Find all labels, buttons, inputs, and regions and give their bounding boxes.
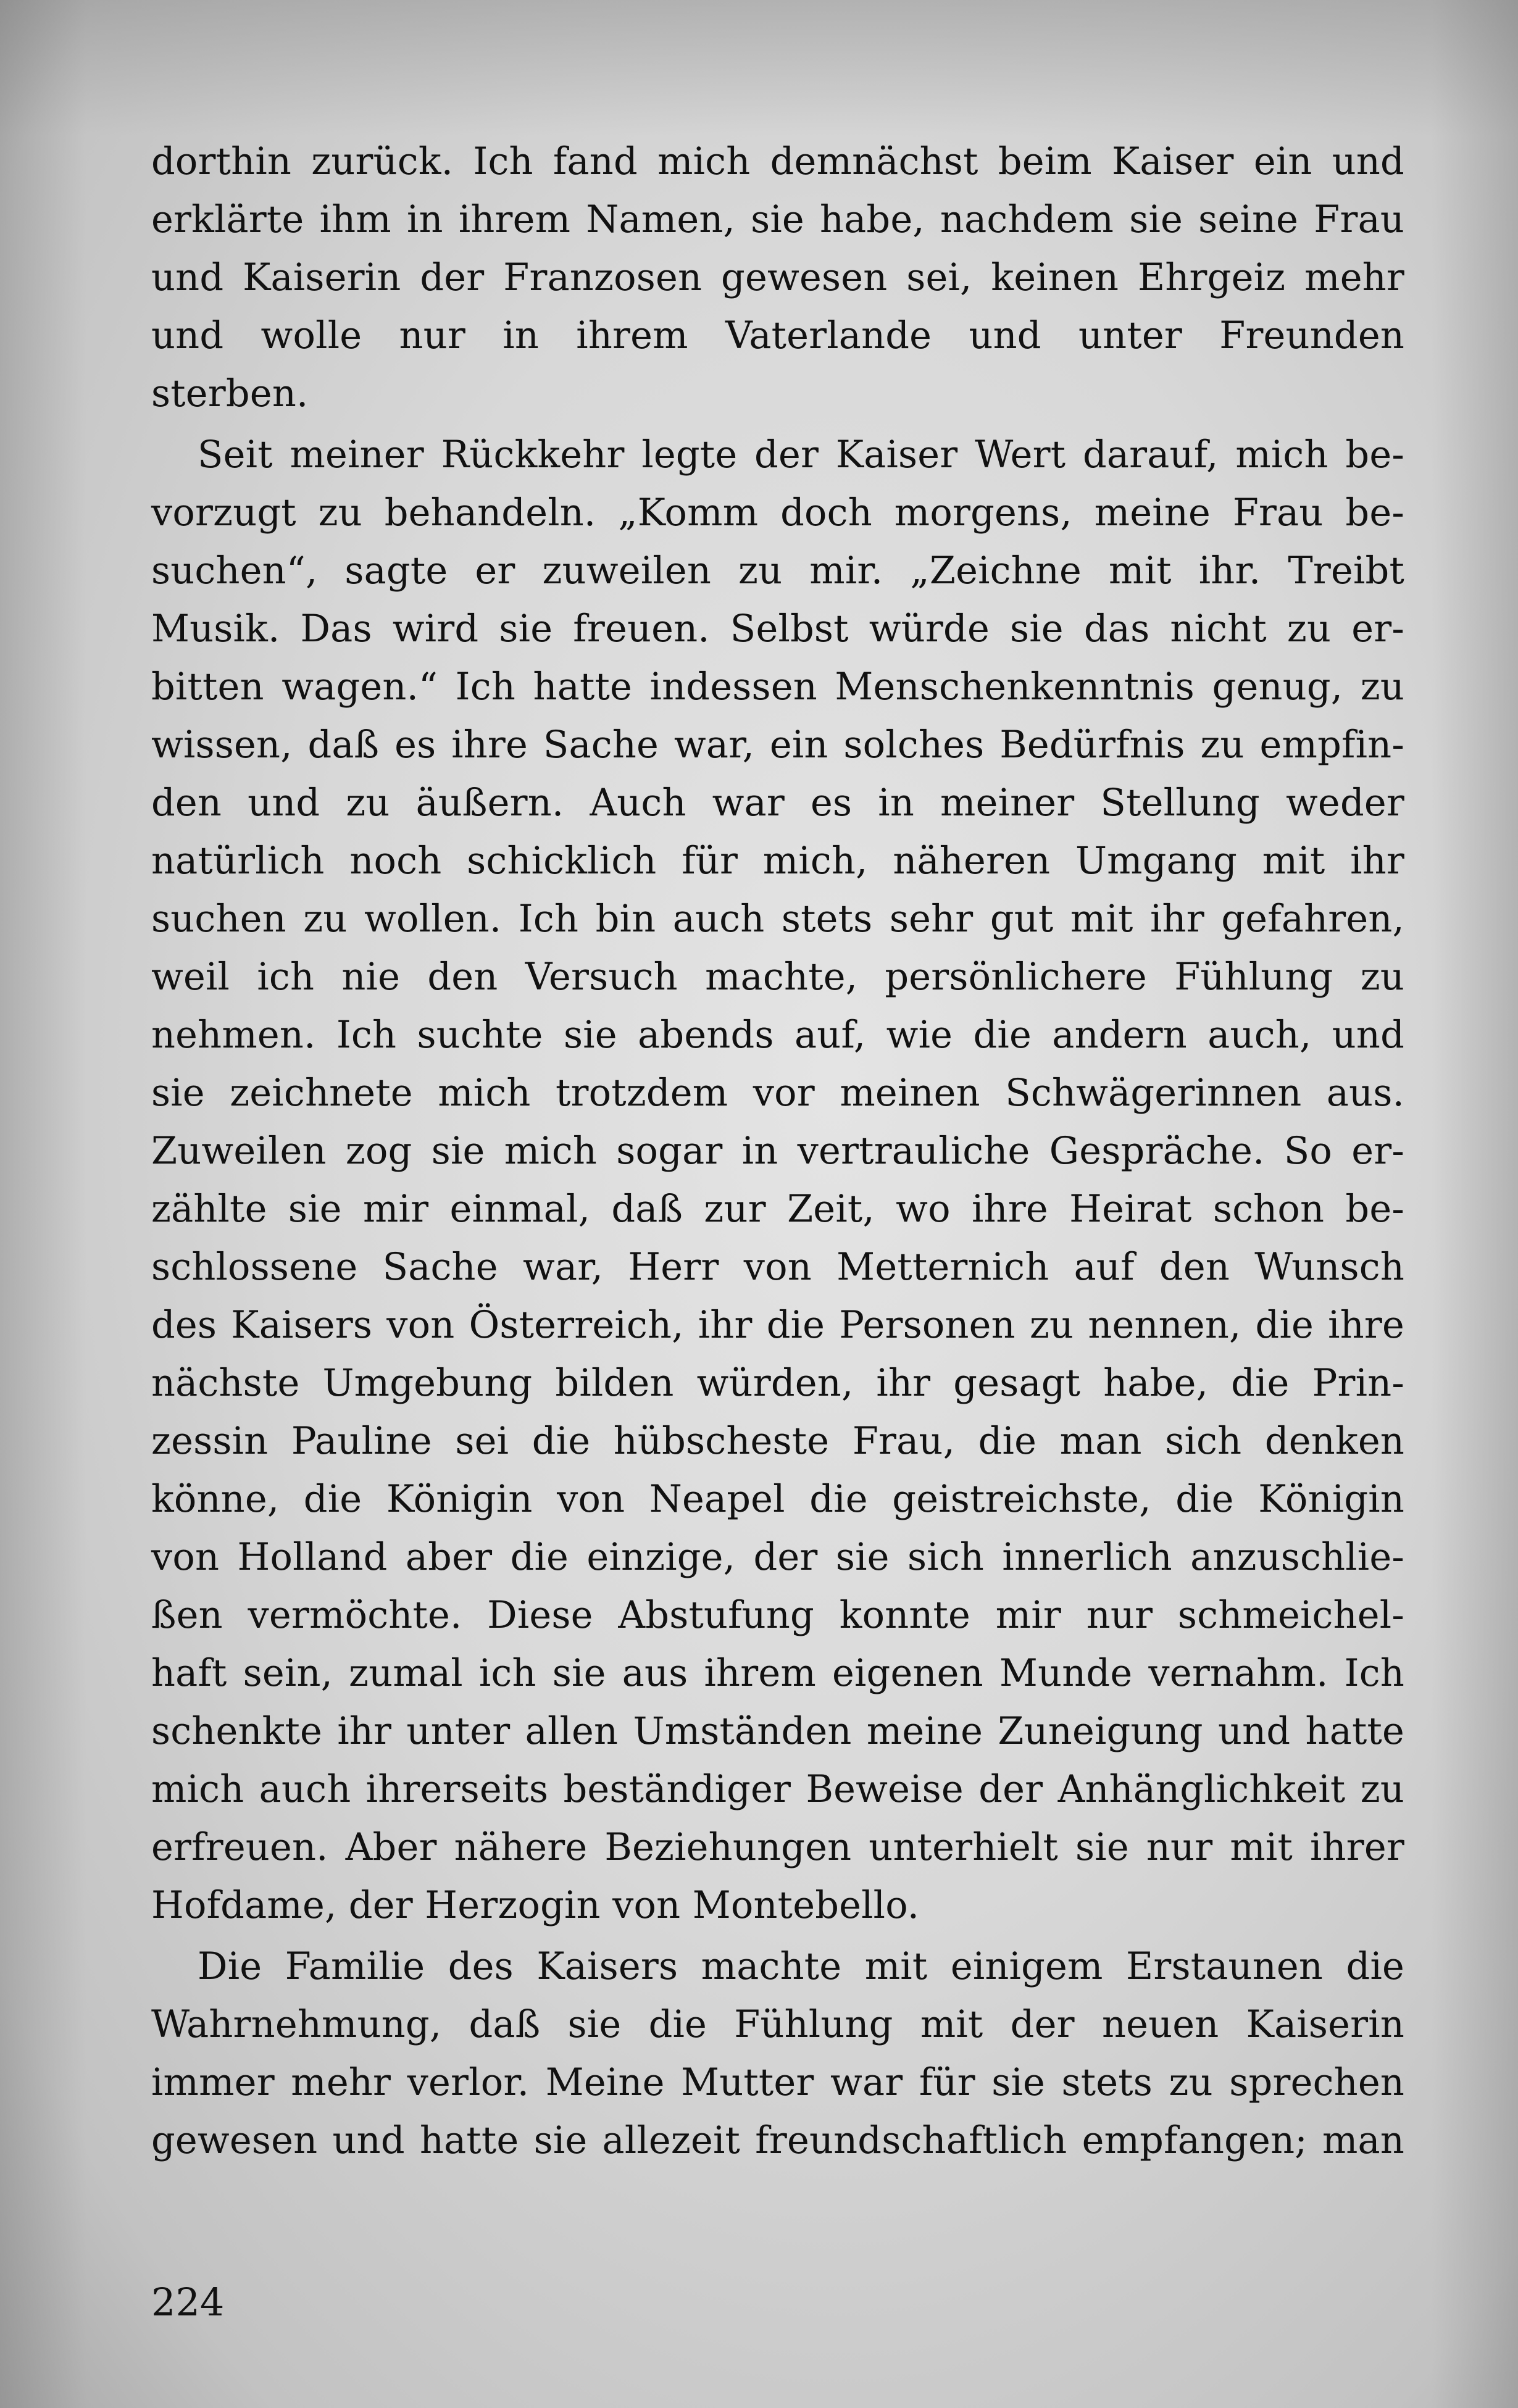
text-line: ßen vermöchte. Diese Abstufung konnte mir nur schmeichel- [151,1594,1404,1637]
text-line: und wolle nur in ihrem Vaterlande und unter Freunden [151,314,1404,357]
text-line: Hofdame, der Herzogin von Montebello. [151,1884,920,1927]
page-shadow-left [0,0,86,2408]
book-page-text [151,133,1404,2170]
text-line: sie zeichnete mich trotzdem vor meinen Schwägerinnen aus. [151,1072,1404,1115]
text-line: mich auch ihrerseits beständiger Beweise der Anhänglichkeit zu [151,1768,1404,1811]
text-line: erfreuen. Aber nähere Beziehungen unterhielt sie nur mit ihrer [151,1826,1404,1869]
text-line: Die Familie des Kaisers machte mit einigem Erstaunen die [198,1945,1404,1988]
text-line: könne, die Königin von Neapel die geistreichste, die Königin [151,1478,1404,1521]
text-line: Wahrnehmung, daß sie die Fühlung mit der neuen Kaiserin [151,2003,1404,2046]
paragraph-3 [151,1938,1404,2170]
text-line: sterben. [151,372,309,415]
text-line: natürlich noch schicklich für mich, näheren Umgang mit ihr [151,839,1404,883]
text-line: nächste Umgebung bilden würden, ihr gesagt habe, die Prin- [151,1362,1404,1405]
page-number: 224 [151,2280,225,2325]
paragraph-2 [151,426,1404,1935]
text-line: dorthin zurück. Ich fand mich demnächst beim Kaiser ein und [151,140,1404,183]
text-line: des Kaisers von Österreich, ihr die Personen zu nennen, die ihre [151,1304,1404,1347]
text-line: immer mehr verlor. Meine Mutter war für sie stets zu sprechen [151,2061,1404,2104]
text-line: vorzugt zu behandeln. „Komm doch morgens, meine Frau be- [151,491,1404,535]
text-line: suchen zu wollen. Ich bin auch stets sehr gut mit ihr gefahren, [151,898,1404,941]
text-line: bitten wagen.“ Ich hatte indessen Menschenkenntnis genug, zu [151,665,1404,709]
text-line: haft sein, zumal ich sie aus ihrem eigenen Munde vernahm. Ich [151,1652,1404,1695]
text-line: Seit meiner Rückkehr legte der Kaiser Wert darauf, mich be- [198,433,1404,477]
text-line: zählte sie mir einmal, daß zur Zeit, wo ihre Heirat schon be- [151,1188,1404,1231]
text-line: suchen“, sagte er zuweilen zu mir. „Zeichne mit ihr. Treibt [151,549,1404,593]
text-line: weil ich nie den Versuch machte, persönlichere Fühlung zu [151,956,1404,999]
text-line: Musik. Das wird sie freuen. Selbst würde sie das nicht zu er- [151,607,1404,651]
text-line: schenkte ihr unter allen Umständen meine Zuneigung und hatte [151,1710,1404,1753]
page-shadow-top [0,0,1518,136]
text-line: erklärte ihm in ihrem Namen, sie habe, nachdem sie seine Frau [151,198,1404,241]
text-line: den und zu äußern. Auch war es in meiner Stellung weder [151,781,1404,825]
page-shadow-right [1432,0,1518,2408]
paragraph-1 [151,133,1404,423]
text-line: schlossene Sache war, Herr von Metternich auf den Wunsch [151,1246,1404,1289]
text-line: Zuweilen zog sie mich sogar in vertrauliche Gespräche. So er- [151,1130,1404,1173]
text-line: und Kaiserin der Franzosen gewesen sei, keinen Ehrgeiz mehr [151,256,1404,299]
text-line: von Holland aber die einzige, der sie sich innerlich anzuschlie- [151,1536,1404,1579]
text-line: zessin Pauline sei die hübscheste Frau, die man sich denken [151,1420,1404,1463]
text-line: wissen, daß es ihre Sache war, ein solches Bedürfnis zu empfin- [151,723,1404,767]
text-line: gewesen und hatte sie allezeit freundschaftlich empfangen; man [151,2119,1404,2162]
text-line: nehmen. Ich suchte sie abends auf, wie die andern auch, und [151,1014,1404,1057]
